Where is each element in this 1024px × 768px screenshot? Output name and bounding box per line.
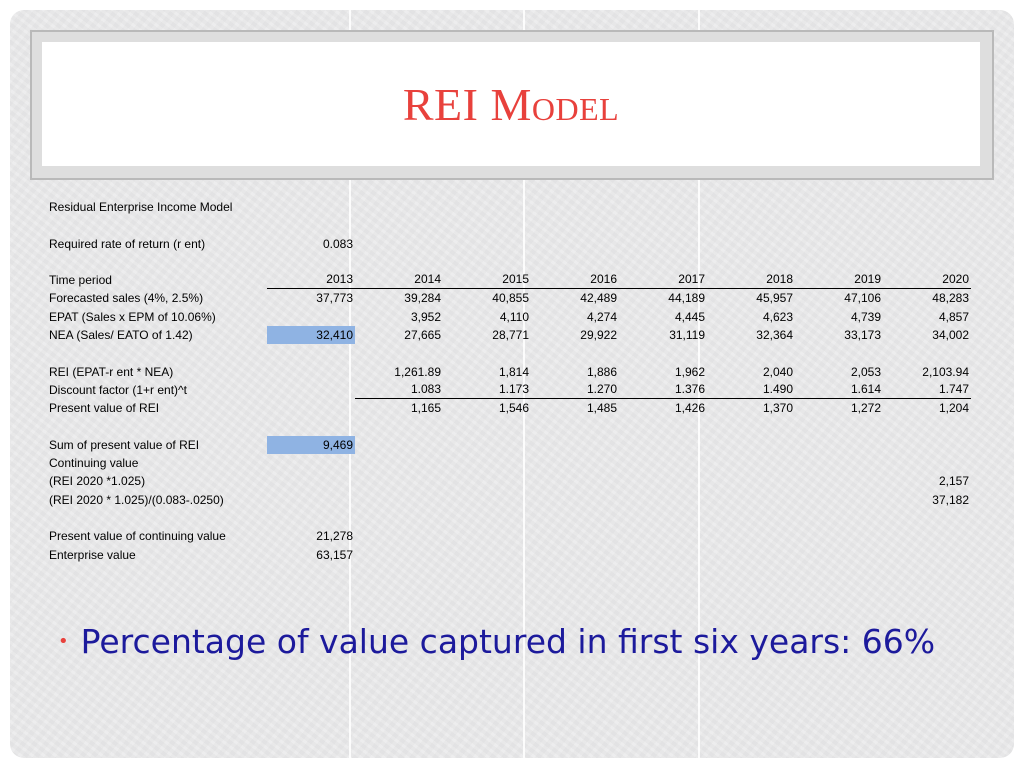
discount-label: Discount factor (1+r ent)^t: [49, 382, 188, 397]
pv-cell: 1,370: [762, 401, 793, 416]
bullet-item: [58, 622, 935, 661]
pv-cell: 1,165: [410, 401, 441, 416]
pv-label: Present value of REI: [49, 401, 160, 416]
nea-cell: 34,002: [932, 328, 969, 343]
rei-cell: 2,103.94: [922, 364, 969, 379]
ev-value: 63,157: [316, 547, 353, 562]
nea-label: NEA (Sales/ EATO of 1.42): [49, 328, 193, 343]
blank-row: [49, 418, 971, 436]
time-label: Time period: [49, 273, 112, 288]
discount-row: [49, 381, 971, 399]
discount-cell: 1.173: [443, 380, 531, 399]
spreadsheet: [49, 198, 971, 564]
year-cell: 2017: [619, 270, 707, 289]
title-box: [42, 42, 980, 166]
discount-cell: 1.270: [531, 380, 619, 399]
bullet-text: Percentage of value captured in first six years: 66%: [80, 622, 936, 661]
rei-cell: 1,886: [586, 364, 617, 379]
nea-row: [49, 326, 971, 344]
cv-row: [49, 454, 971, 472]
discount-cell: 1.376: [619, 380, 707, 399]
epat-row: [49, 308, 971, 326]
epat-cell: 3,952: [410, 309, 441, 324]
sales-cell: 44,189: [668, 291, 705, 306]
sales-cell: 39,284: [404, 291, 441, 306]
sales-cell: 42,489: [580, 291, 617, 306]
cv-formula2-label: (REI 2020 * 1.025)/(0.083-.0250): [49, 492, 224, 507]
epat-label: EPAT (Sales x EPM of 10.06%): [49, 309, 216, 324]
discount-cell: 1.747: [883, 380, 971, 399]
year-cell: 2019: [795, 270, 883, 289]
rei-cell: 1,261.89: [394, 364, 441, 379]
rate-row: [49, 235, 971, 253]
blank-row: [49, 216, 971, 234]
rei-cell: 1,962: [674, 364, 705, 379]
cv-formula2-row: [49, 491, 971, 509]
pvcv-label: Present value of continuing value: [49, 529, 226, 544]
time-row: [49, 271, 971, 289]
year-cell: 2014: [355, 270, 443, 289]
pv-cell: 1,426: [674, 401, 705, 416]
cv-formula1-value: 2,157: [938, 474, 969, 489]
sheet-heading: Residual Enterprise Income Model: [49, 200, 233, 214]
cv-formula1-row: [49, 472, 971, 490]
pv-cell: 1,204: [938, 401, 969, 416]
pvcv-row: [49, 527, 971, 545]
pv-row: [49, 399, 971, 417]
discount-cell: 1.490: [707, 380, 795, 399]
sales-cell: 47,106: [844, 291, 881, 306]
year-cell: 2016: [531, 270, 619, 289]
blank-row: [49, 253, 971, 271]
blank-row: [49, 509, 971, 527]
ev-label: Enterprise value: [49, 547, 136, 562]
nea-cell: 27,665: [404, 328, 441, 343]
rei-cell: 1,814: [498, 364, 529, 379]
sales-row: [49, 289, 971, 307]
cv-formula1-label: (REI 2020 *1.025): [49, 474, 146, 489]
epat-cell: 4,274: [586, 309, 617, 324]
nea-cell: 33,173: [844, 328, 881, 343]
cv-label: Continuing value: [49, 456, 139, 471]
nea-cell: 29,922: [580, 328, 617, 343]
epat-cell: 4,110: [499, 309, 529, 324]
sum-label: Sum of present value of REI: [49, 437, 200, 452]
nea-highlighted-cell: 32,410: [267, 326, 355, 344]
year-cell: 2015: [443, 270, 531, 289]
sales-label: Forecasted sales (4%, 2.5%): [49, 291, 204, 306]
nea-cell: 28,771: [492, 328, 529, 343]
epat-cell: 4,857: [938, 309, 969, 324]
epat-cell: 4,445: [674, 309, 705, 324]
rei-cell: 2,053: [850, 364, 881, 379]
pv-cell: 1,272: [850, 401, 881, 416]
slide-title: REI Model: [402, 78, 620, 130]
sales-cell: 48,283: [932, 291, 969, 306]
sum-row: [49, 436, 971, 454]
year-cell: 2020: [883, 270, 971, 289]
pvcv-value: 21,278: [316, 529, 353, 544]
cv-formula2-value: 37,182: [932, 492, 969, 507]
year-cell: 2018: [707, 270, 795, 289]
epat-cell: 4,623: [762, 309, 793, 324]
pv-cell: 1,546: [498, 401, 529, 416]
rate-label: Required rate of return (r ent): [49, 236, 206, 251]
nea-cell: 31,119: [669, 328, 705, 343]
rate-value: 0.083: [322, 236, 353, 251]
rei-cell: 2,040: [762, 364, 793, 379]
discount-cell: 1.614: [795, 380, 883, 399]
nea-cell: 32,364: [756, 328, 793, 343]
rei-label: REI (EPAT-r ent * NEA): [49, 364, 174, 379]
sales-cell: 40,855: [492, 291, 529, 306]
ev-row: [49, 546, 971, 564]
sales-cell: 37,773: [316, 291, 353, 306]
discount-cell: 1.083: [355, 380, 443, 399]
bullet-dot-icon: •: [58, 631, 69, 652]
sheet-heading-row: [49, 198, 971, 216]
year-cell: 2013: [267, 270, 355, 289]
rei-row: [49, 363, 971, 381]
sum-highlighted-cell: 9,469: [267, 436, 355, 454]
blank-row: [49, 344, 971, 362]
epat-cell: 4,739: [850, 309, 881, 324]
sales-cell: 45,957: [756, 291, 793, 306]
pv-cell: 1,485: [586, 401, 617, 416]
